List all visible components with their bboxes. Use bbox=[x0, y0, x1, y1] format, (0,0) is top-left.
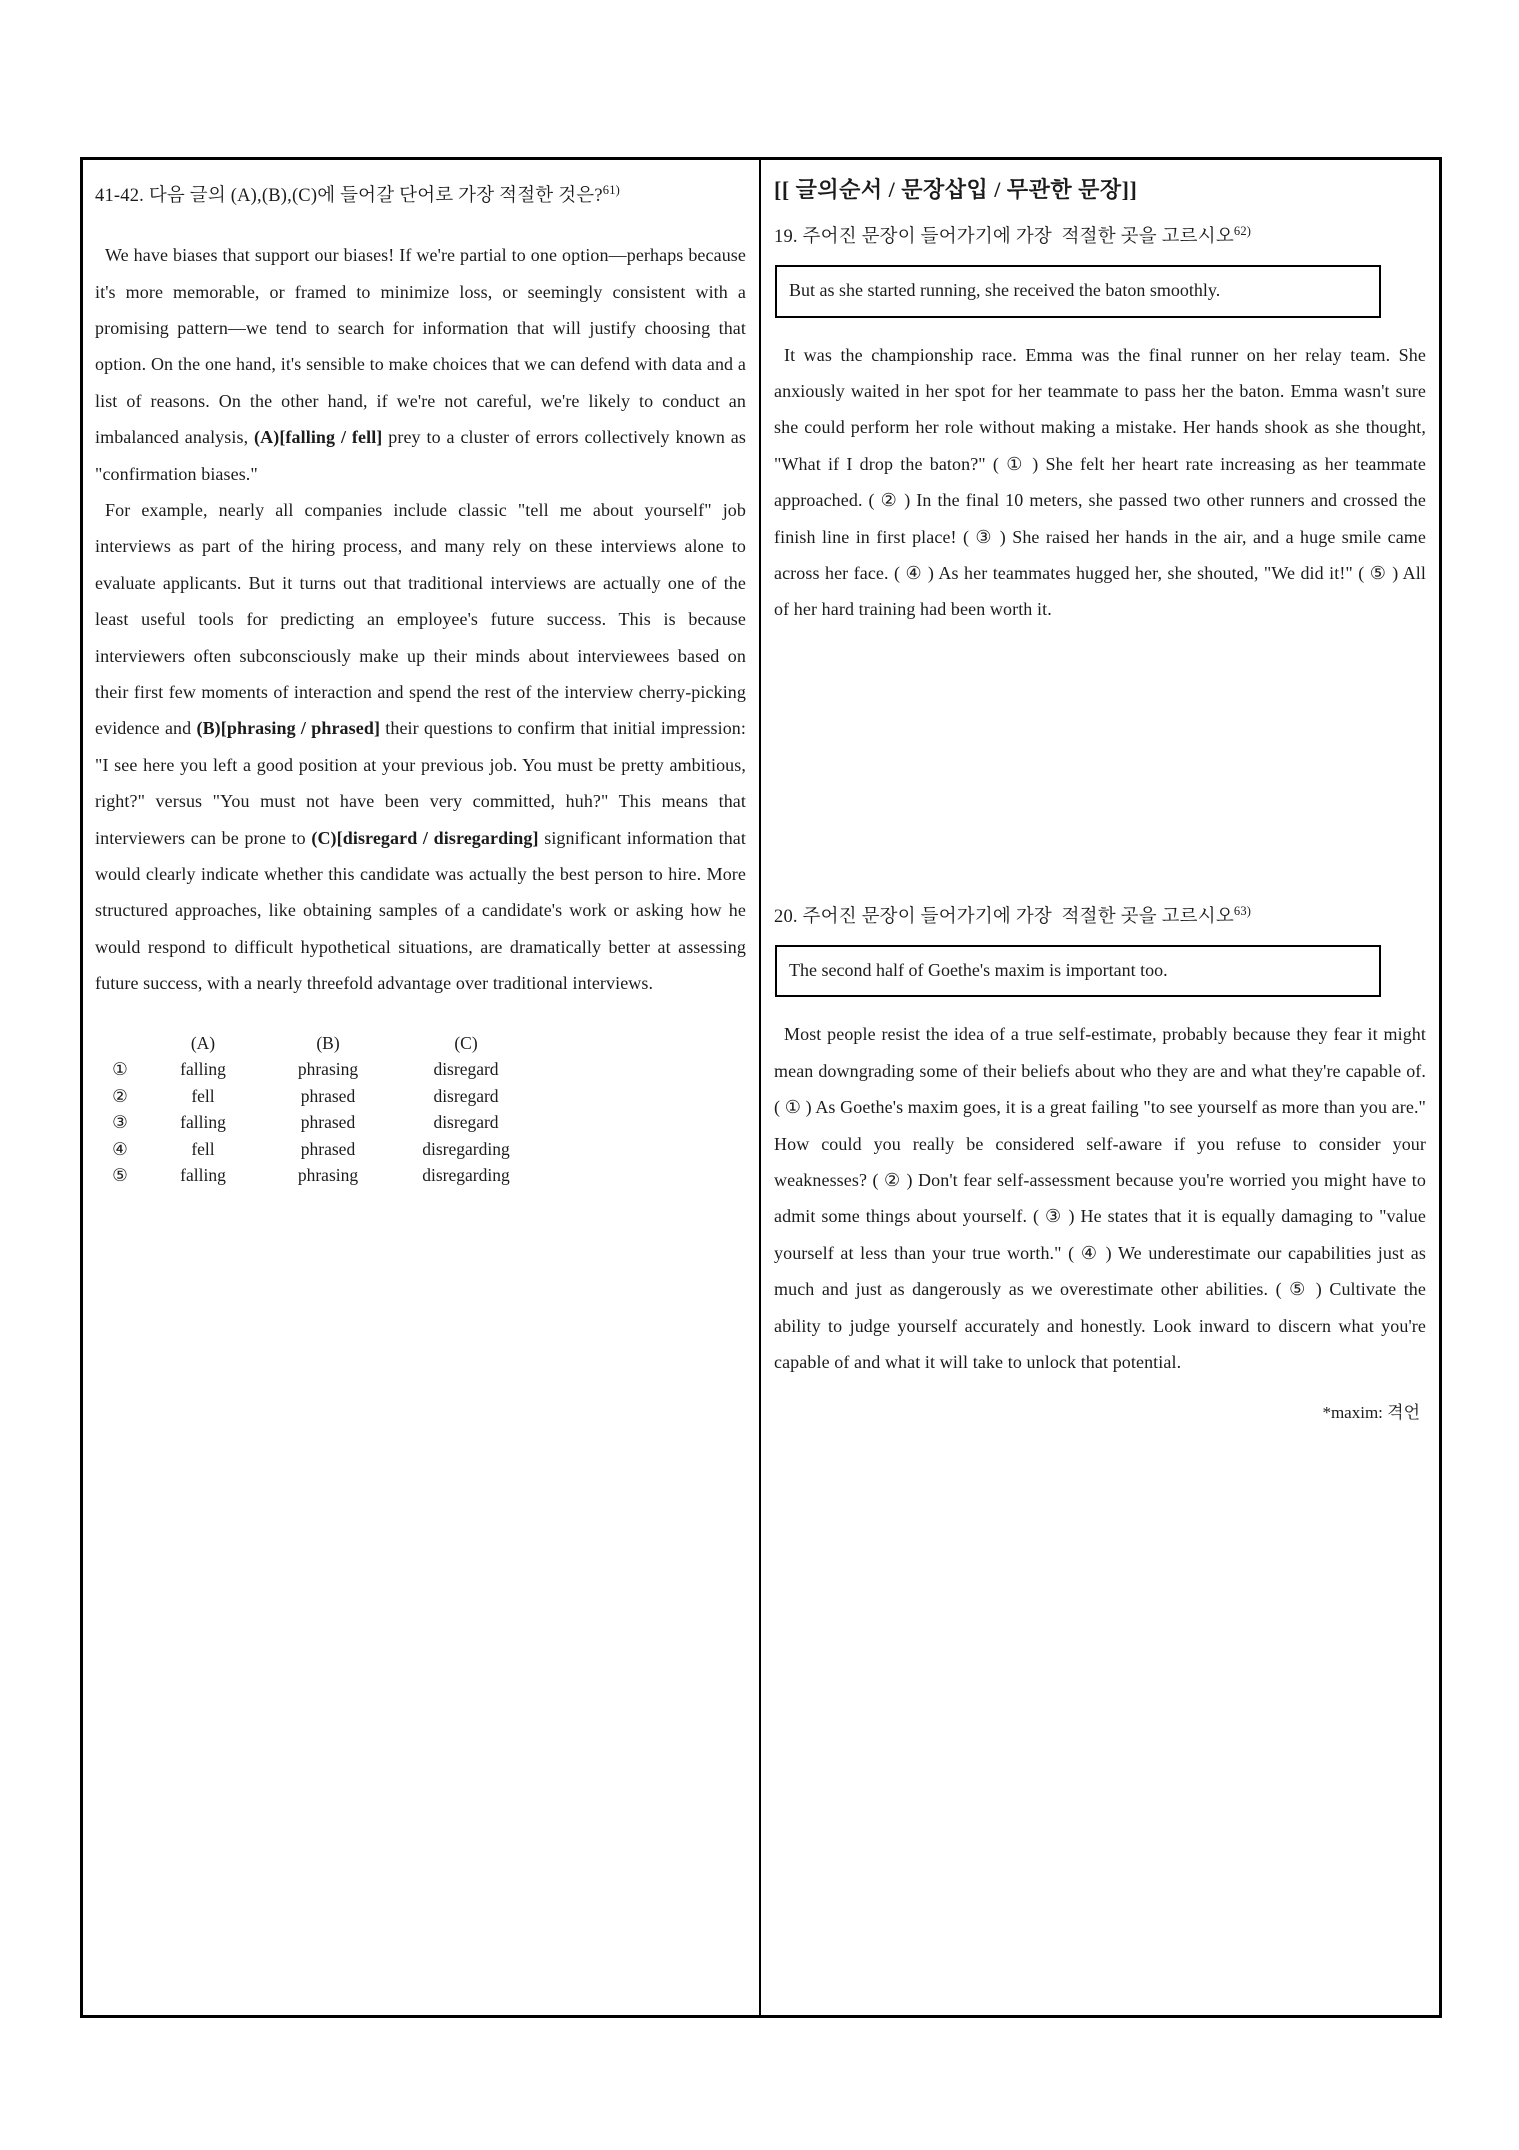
passage-19: It was the championship race. Emma was the final runner on her relay team. She anxiously waited in her spot for her teammate to pass her the baton. Emma wasn't sure she could perform her role without making a mistake. Her hands shook as she thought, "What if I drop the baton?" ( ① ) She felt her heart rate increasing as her teammate approached. ( ② ) In the final 10 meters, she passed two other runners and crossed the finish line in first place! ( ③ ) She raised her hands in the air, and a huge smile came across her face. ( ④ ) As her teammates hugged her, she shouted, "We did it!" ( ⑤ ) All of her hard training had been worth it. bbox=[774, 344, 1426, 620]
passage-text: their questions to confirm that initial impression: "I see here you left a good position at your previous job. You must be pretty ambitious, right?" versus "You must not have been very committed, huh?" This means that interviewers can be prone to bbox=[95, 718, 747, 848]
question-41-42-number: 41-42. bbox=[95, 186, 144, 207]
choice-number: ① bbox=[112, 1059, 128, 1080]
question-19-given-sentence-box: But as she started running, she received the baton smoothly. bbox=[775, 265, 1381, 317]
passage-41-42-paragraph-2 bbox=[95, 492, 746, 1002]
choice-a: fell bbox=[191, 1085, 215, 1106]
choice-c: disregard bbox=[433, 1085, 499, 1106]
vocabulary-footnote: *maxim: 격언 bbox=[1322, 1403, 1420, 1423]
choice-row-4 bbox=[97, 1136, 539, 1163]
passage-41-42-paragraph-1 bbox=[95, 237, 746, 492]
blank-C-choices: (C)[disregard / disregarding] bbox=[311, 827, 539, 848]
right-column bbox=[761, 160, 1439, 2015]
question-19-number: 19. bbox=[774, 227, 798, 248]
question-19-prompt: 주어진 문장이 들어가기에 가장 적절한 곳을 고르시오 bbox=[797, 227, 1234, 248]
choice-row-5 bbox=[97, 1162, 539, 1189]
answer-choices-table bbox=[97, 1030, 539, 1189]
question-41-42-header bbox=[95, 175, 746, 211]
choice-number: ③ bbox=[112, 1112, 128, 1133]
blank-B-choices: (B)[phrasing / phrased] bbox=[196, 718, 381, 739]
choices-header-spacer bbox=[97, 1030, 143, 1057]
passage-text: For example, nearly all companies include classic "tell me about yourself" job interviews as part of the hiring process, and many rely on these interviews alone to evaluate applicants. But it turns out that traditional interviews are actually one of the least useful tools for predicting an employee's future success. This is because interviewers often subconsciously make up their minds about interviewees based on their first few moments of interaction and spend the rest of the interview cherry-picking evidence and bbox=[95, 500, 746, 739]
choice-b: phrased bbox=[300, 1085, 356, 1106]
question-20-header bbox=[774, 896, 1426, 932]
question-20-block bbox=[774, 896, 1426, 1427]
choice-number: ④ bbox=[112, 1138, 128, 1159]
choice-number: ⑤ bbox=[112, 1165, 128, 1186]
choices-header-A: (A) bbox=[190, 1032, 216, 1053]
question-20-number: 20. bbox=[774, 906, 798, 927]
choice-c: disregard bbox=[433, 1059, 499, 1080]
question-20-footnote-ref: 63) bbox=[1233, 903, 1252, 918]
choices-header-B: (B) bbox=[316, 1032, 340, 1053]
choice-row-3 bbox=[97, 1109, 539, 1136]
blank-A-choices: (A)[falling / fell] bbox=[254, 427, 383, 448]
question-41-42-footnote-ref: 61) bbox=[602, 183, 621, 197]
choice-b: phrasing bbox=[297, 1165, 359, 1186]
choice-row-2 bbox=[97, 1083, 539, 1110]
question-20-prompt: 주어진 문장이 들어가기에 가장 적절한 곳을 고르시오 bbox=[797, 906, 1234, 927]
choice-c: disregarding bbox=[422, 1138, 510, 1159]
choice-b: phrased bbox=[300, 1112, 356, 1133]
question-41-42-prompt: 다음 글의 (A),(B),(C)에 들어갈 단어로 가장 적절한 것은? bbox=[144, 186, 603, 207]
choice-a: falling bbox=[180, 1165, 226, 1186]
section-header: [[ 글의순서 / 문장삽입 / 무관한 문장]] bbox=[774, 177, 1138, 202]
choice-a: falling bbox=[180, 1059, 226, 1080]
choice-a: falling bbox=[180, 1112, 226, 1133]
passage-text: prey to a cluster of errors collectively known as "confirmation biases." bbox=[95, 427, 746, 484]
choices-header-row bbox=[97, 1030, 539, 1057]
choice-c: disregard bbox=[433, 1112, 499, 1133]
choice-row-1 bbox=[97, 1056, 539, 1083]
passage-20: Most people resist the idea of a true self-estimate, probably because they fear it might mean downgrading some of their beliefs about who they are and what they're capable of. ( ① ) As Goethe's maxim goes, it is a great failing "to see yourself as more than you are." How could you really be considered self-aware if you refuse to consider your weaknesses? ( ② ) Don't fear self-assessment because you're worried you might have to admit some things about yourself. ( ③ ) He states that it is equally damaging to "value yourself at less than your true worth." ( ④ ) We underestimate our capabilities just as much and just as dangerously as we overestimate other abilities. ( ⑤ ) Cultivate the ability to judge yourself accurately and honestly. Look inward to discern what you're capable of and what it will take to unlock that potential. bbox=[774, 1024, 1426, 1373]
choices-header-C: (C) bbox=[454, 1032, 478, 1053]
question-19-header bbox=[774, 216, 1426, 252]
choice-b: phrasing bbox=[297, 1059, 359, 1080]
question-19-footnote-ref: 62) bbox=[1233, 224, 1252, 238]
choice-a: fell bbox=[191, 1138, 215, 1159]
passage-text: significant information that would clearly indicate whether this candidate was actually the best person to hire. More structured approaches, like obtaining samples of a candidate's work or asking how he would respond to difficult hypothetical situations, are dramatically better at assessing future success, with a nearly threefold advantage over traditional interviews. bbox=[95, 827, 746, 994]
question-20-given-sentence-box: The second half of Goethe's maxim is important too. bbox=[775, 945, 1381, 997]
left-column bbox=[83, 160, 761, 2015]
choice-c: disregarding bbox=[422, 1165, 510, 1186]
choice-b: phrased bbox=[300, 1138, 356, 1159]
passage-text: We have biases that support our biases! If we're partial to one option―perhaps because it's more memorable, or framed to minimize loss, or seemingly consistent with a promising pattern―we tend to search for information that will justify choosing that option. On the one hand, it's sensible to make choices that we can defend with data and a list of reasons. On the other hand, if we're not careful, we're likely to conduct an imbalanced analysis, bbox=[95, 245, 746, 448]
choice-number: ② bbox=[112, 1085, 128, 1106]
exam-page-border bbox=[80, 157, 1442, 2018]
